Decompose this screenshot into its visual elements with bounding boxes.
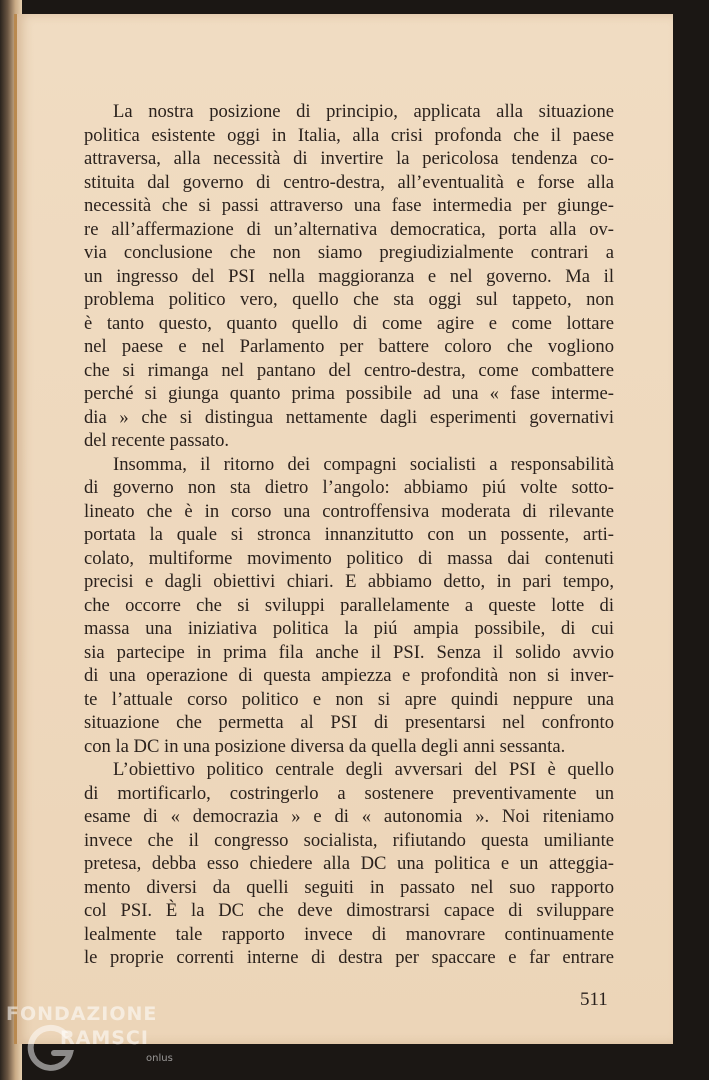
text-line: di governo non sta dietro l’angolo: abbiamo piú volte sotto- bbox=[84, 477, 614, 498]
text-line: via conclusione che non siamo pregiudizialmente contrari a bbox=[84, 242, 614, 263]
text-line: te l’attuale corso politico e non si apre quindi neppure una bbox=[84, 688, 614, 710]
text-line: colato, multiforme movimento politico di massa dai contenuti bbox=[84, 547, 614, 569]
text-line: stituita dal governo di centro-destra, all’eventualità e forse alla bbox=[84, 171, 614, 193]
text-line: di mortificarlo, costringerlo a sostenere preventivamente un bbox=[84, 782, 614, 804]
watermark bbox=[6, 1003, 206, 1078]
text-line: mento diversi da quelli seguiti in passato nel suo rapporto bbox=[84, 876, 614, 898]
text-line: col PSI. È la DC che deve dimostrarsi capace di sviluppare bbox=[84, 900, 614, 921]
book-page bbox=[14, 14, 673, 1044]
text-line: del recente passato. bbox=[84, 430, 230, 451]
watermark-line2: RAMSCI bbox=[60, 1027, 149, 1049]
text-line: portata la quale si stronca innanzitutto con un possente, arti- bbox=[84, 524, 614, 545]
text-line: è tanto questo, quanto quello di come agire e come lottare bbox=[84, 312, 614, 334]
text-line: lealmente tale rapporto invece di manovrare continuamente bbox=[84, 923, 614, 945]
text-line: massa una iniziativa politica la piú ampia possibile, di cui bbox=[84, 618, 614, 639]
text-line: La nostra posizione di principio, applicata alla situazione bbox=[113, 101, 614, 122]
text-line: Insomma, il ritorno dei compagni socialisti a responsabilità bbox=[113, 453, 614, 475]
text-line: politica esistente oggi in Italia, alla crisi profonda che il paese bbox=[84, 124, 614, 146]
body-text bbox=[84, 100, 614, 970]
watermark-suffix: onlus bbox=[146, 1053, 173, 1064]
text-line: necessità che si passi attraverso una fase intermedia per giunge- bbox=[84, 195, 614, 216]
text-line: che occorre che si sviluppi parallelamente a queste lotte di bbox=[84, 594, 614, 616]
text-line: sia partecipe in prima fila anche il PSI. Senza il solido avvio bbox=[84, 641, 614, 663]
text-line: problema politico vero, quello che sta oggi sul tappeto, non bbox=[84, 289, 614, 310]
text-line: invece che il congresso socialista, rifiutando questa umiliante bbox=[84, 829, 614, 851]
text-line: esame di « democrazia » e di « autonomia ». Noi riteniamo bbox=[84, 806, 614, 827]
text-line: che si rimanga nel pantano del centro-destra, come combattere bbox=[84, 359, 614, 381]
text-line: di una operazione di questa ampiezza e profondità non si inver- bbox=[84, 665, 614, 686]
text-line: dia » che si distingua nettamente dagli esperimenti governativi bbox=[84, 406, 614, 428]
text-line: re all’affermazione di un’alternativa democratica, porta alla ov- bbox=[84, 218, 614, 240]
text-line: nel paese e nel Parlamento per battere coloro che vogliono bbox=[84, 336, 614, 357]
text-line: L’obiettivo politico centrale degli avversari del PSI è quello bbox=[113, 759, 614, 780]
text-line: attraversa, alla necessità di invertire la pericolosa tendenza co- bbox=[84, 148, 614, 169]
watermark-line1: FONDAZIONE bbox=[6, 1003, 158, 1025]
text-line: situazione che permetta al PSI di presentarsi nel confronto bbox=[84, 712, 614, 733]
text-line: lineato che è in corso una controffensiva moderata di rilevante bbox=[84, 500, 614, 522]
text-line: con la DC in una posizione diversa da quella degli anni sessanta. bbox=[84, 735, 566, 757]
text-line: precisi e dagli obiettivi chiari. E abbiamo detto, in pari tempo, bbox=[84, 571, 614, 592]
text-line: le proprie correnti interne di destra per spaccare e far entrare bbox=[84, 947, 614, 968]
text-line: perché si giunga quanto prima possibile ad una « fase interme- bbox=[84, 383, 614, 404]
text-line: pretesa, debba esso chiedere alla DC una politica e un atteggia- bbox=[84, 853, 614, 874]
text-line: un ingresso del PSI nella maggioranza e nel governo. Ma il bbox=[84, 265, 614, 287]
page-number: 511 bbox=[580, 989, 608, 1010]
